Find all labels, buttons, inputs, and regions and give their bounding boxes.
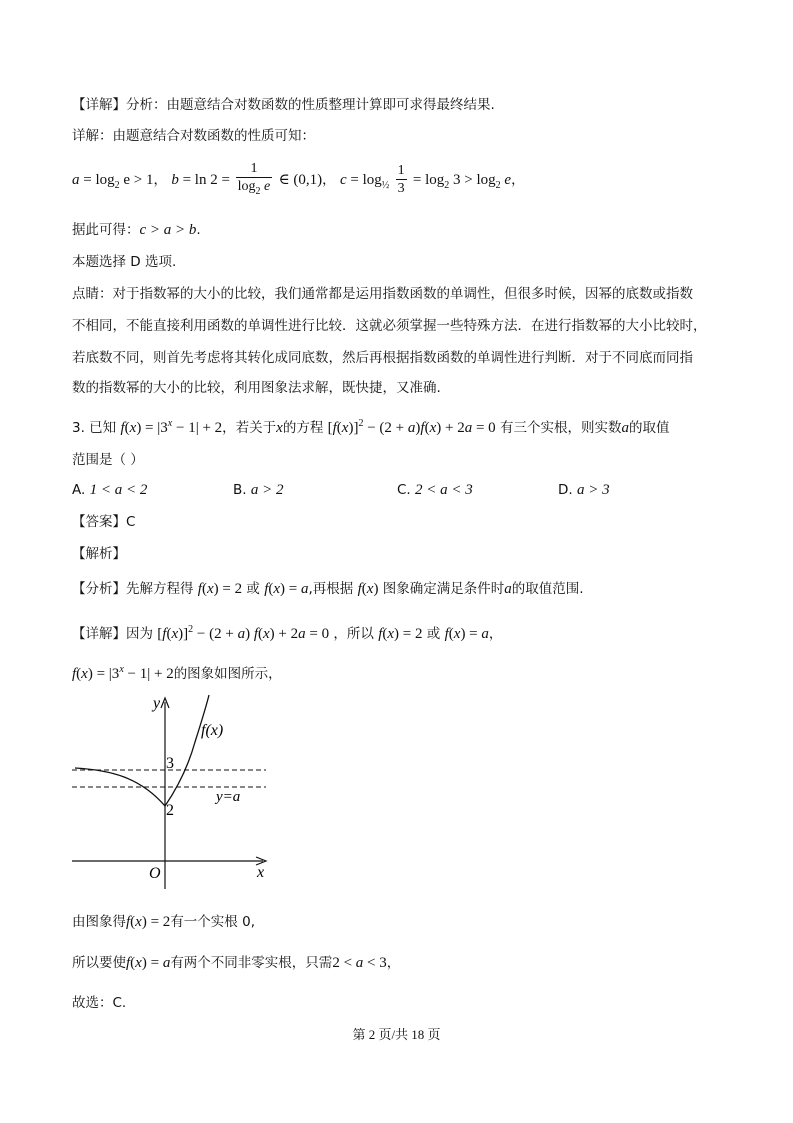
analysis-text: 分析：由题意结合对数函数的性质整理计算即可求得最终结果. bbox=[126, 97, 495, 113]
option-a: A. 1 < a < 2 bbox=[72, 482, 148, 498]
graph-intro: $f(x) = |3^x - 1| + 2$的图象如图所示， bbox=[72, 664, 282, 682]
line-label: y=a bbox=[216, 789, 241, 805]
answer-line: 【答案】C bbox=[72, 514, 136, 530]
note-line-2: 不相同，不能直接利用函数的单调性进行比较．这就必须掌握一些特殊方法．在进行指数幂的大小比较时， bbox=[72, 318, 707, 334]
note-line-4: 数的指数幂的大小的比较，利用图象法求解，既快捷，又准确. bbox=[72, 380, 441, 396]
analysis-tag: 【解析】 bbox=[72, 546, 126, 562]
page-footer: 第 2 页/共 18 页 bbox=[352, 1027, 441, 1042]
note-line-3: 若底数不同，则首先考虑将其转化成同底数，然后再根据指数函数的单调性进行判断．对于不同底而同指 bbox=[72, 350, 693, 366]
detail-tag: 【详解】 bbox=[72, 97, 126, 113]
detail-line: 详解：由题意结合对数函数的性质可知： bbox=[72, 128, 315, 144]
conclusion-1: 由图象得f(x) = 2有一个实根 0, bbox=[72, 914, 255, 930]
xiangjie-line: 【详解】因为 $[f(x)]^2 - (2 + a) f(x) + 2a = 0$ ，所以 f(x) = 2 或 f(x) = a， bbox=[72, 624, 503, 642]
tick-3-label: 3 bbox=[166, 755, 174, 772]
y-axis-label: y bbox=[153, 695, 161, 712]
solution-intro bbox=[72, 95, 495, 115]
curve-right bbox=[165, 695, 209, 806]
note-line-1: 点睛：对于指数幂的大小的比较，我们通常都是运用指数函数的单调性，但很多时候，因幂的底数或指数 bbox=[72, 286, 693, 302]
formula-line: $a = \log_2 e > 1$， b = ln 2 = $\frac{1}{\log_2 e}$ ∈ (0,1)， $c = \log_{\frac{1}{2}}$ $\frac{1}{3}$ = $\log_2 3 > \log_2 e$， bbox=[72, 161, 525, 197]
choice-line: 本题选择 D 选项. bbox=[72, 254, 177, 270]
conclusion-2: 所以要使f(x) = a有两个不同非零实根，只需2 < a < 3， bbox=[72, 955, 401, 971]
fenxi-line: 【分析】先解方程得 f(x) = 2 或 f(x) = a,再根据 f(x) 图象确定满足条件时a的取值范围. bbox=[72, 581, 584, 597]
question-3-cont: 范围是（ ） bbox=[72, 452, 144, 468]
question-3: 3. 已知 $f(x) = |3^x - 1| + 2$，若关于x的方程 $[f(x)]^2 - (2 + a)f(x) + 2a = 0$ 有三个实根，则实数a的取值 bbox=[72, 418, 670, 436]
relation-formula: c > a > b bbox=[139, 222, 197, 238]
x-axis-label: x bbox=[257, 864, 265, 881]
conclusion-line: 据此可得：c > a > b. bbox=[72, 222, 201, 238]
final-choice: 故选：C. bbox=[72, 995, 127, 1011]
tick-2-label: 2 bbox=[166, 802, 174, 819]
origin-label: O bbox=[149, 865, 161, 882]
option-b: B. a > 2 bbox=[233, 482, 284, 498]
option-c: C. 2 < a < 3 bbox=[397, 482, 473, 498]
curve-label: f(x) bbox=[201, 722, 224, 739]
function-graph bbox=[70, 692, 280, 897]
option-d: D. a > 3 bbox=[558, 482, 610, 498]
